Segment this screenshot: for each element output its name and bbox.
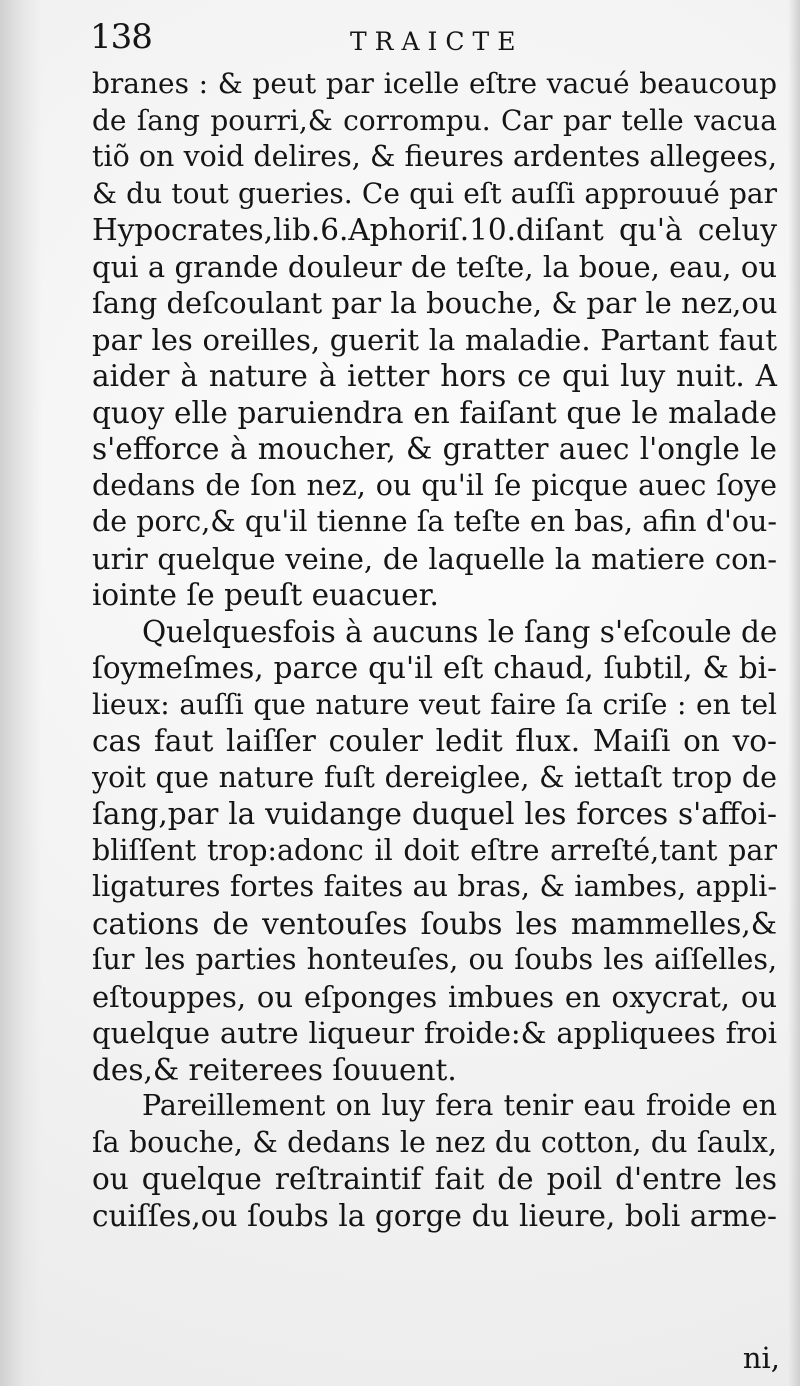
text-line: cas faut laiſſer couler ledit flux. Maiſi on vo- <box>92 724 777 758</box>
text-line: quoy elle paruiendra en faiſant que le malade <box>92 395 777 430</box>
text-line: cations de ventouſes ſoubs les mammelles,& <box>92 906 777 941</box>
text-line: Hypocrates,lib.6.Aphoriſ.10.diſant qu'à celuy <box>92 213 777 247</box>
page-edge-shadow <box>788 0 800 1386</box>
text-line: par les oreilles, guerit la maladie. Partant faut <box>92 322 777 357</box>
page-number: 138 <box>90 17 152 57</box>
text-line: quelque autre liqueur froide:& appliquees froi <box>92 1016 777 1050</box>
page-header <box>90 14 770 64</box>
text-line: qui a grande douleur de teſte, la boue, eau, ou <box>92 249 777 284</box>
text-line: ſoymeſmes, parce qu'il eſt chaud, ſubtil, & bi- <box>92 651 777 685</box>
text-line: lieux: auſſi que nature veut faire ſa criſe : en tel <box>92 687 777 721</box>
text-line: ſang,par la vuidange duquel les forces s'affoi- <box>92 797 777 831</box>
text-line: dedans de ſon nez, ou qu'il ſe picque auec ſoye <box>92 468 777 502</box>
text-line: aider à nature à ietter hors ce qui luy nuit. A <box>92 359 777 393</box>
text-line: branes : & peut par icelle eſtre vacué beaucoup <box>92 67 777 100</box>
body-text <box>92 66 777 1234</box>
text-line: & du tout gueries. Ce qui eſt auſſi approuué par <box>92 176 777 210</box>
text-line: tiõ on void delires, & fieures ardentes allegees, <box>92 140 777 173</box>
text-line: Pareillement on luy fera tenir eau froide en <box>142 1089 777 1122</box>
text-line: Quelquesfois à aucuns le ſang s'eſcoule de <box>142 614 778 649</box>
text-line: yoit que nature fuſt dereiglee, & iettaſt trop de <box>92 760 777 794</box>
text-line: iointe ſe peuſt euacuer. <box>92 578 439 612</box>
text-line: ſur les parties honteuſes, ou ſoubs les aiſſelles, <box>92 943 777 976</box>
text-line: cuiſſes,ou ſoubs la gorge du lieure, boli arme- <box>92 1198 777 1233</box>
text-line: des,& reiterees ſouuent. <box>92 1052 457 1087</box>
text-line: ſa bouche, & dedans le nez du cotton, du ſaulx, <box>92 1125 777 1159</box>
text-line: urir quelque veine, de laquelle la matiere con- <box>92 541 777 576</box>
text-line: ou quelque reſtraintif fait de poil d'entre les <box>92 1162 777 1196</box>
text-line: s'efforce à moucher, & gratter auec l'ongle le <box>92 432 777 466</box>
text-line: de ſang pourri,& corrompu. Car par telle vacua <box>92 103 777 137</box>
page-spine-shadow <box>0 0 42 1386</box>
text-line: bliſſent trop:adonc il doit eſtre arreſté,tant par <box>92 833 777 867</box>
catchword: ni, <box>742 1341 780 1375</box>
text-line: de porc,& qu'il tienne ſa teſte en bas, afin d'ou- <box>92 505 777 538</box>
running-title: TRAICTE <box>350 27 524 56</box>
text-line: ligatures fortes faites au bras, & iambes, appli- <box>92 870 777 903</box>
text-line: ſang deſcoulant par la bouche, & par le nez,ou <box>92 286 778 320</box>
text-line: eſtouppes, ou eſponges imbues en oxycrat, ou <box>92 979 777 1014</box>
